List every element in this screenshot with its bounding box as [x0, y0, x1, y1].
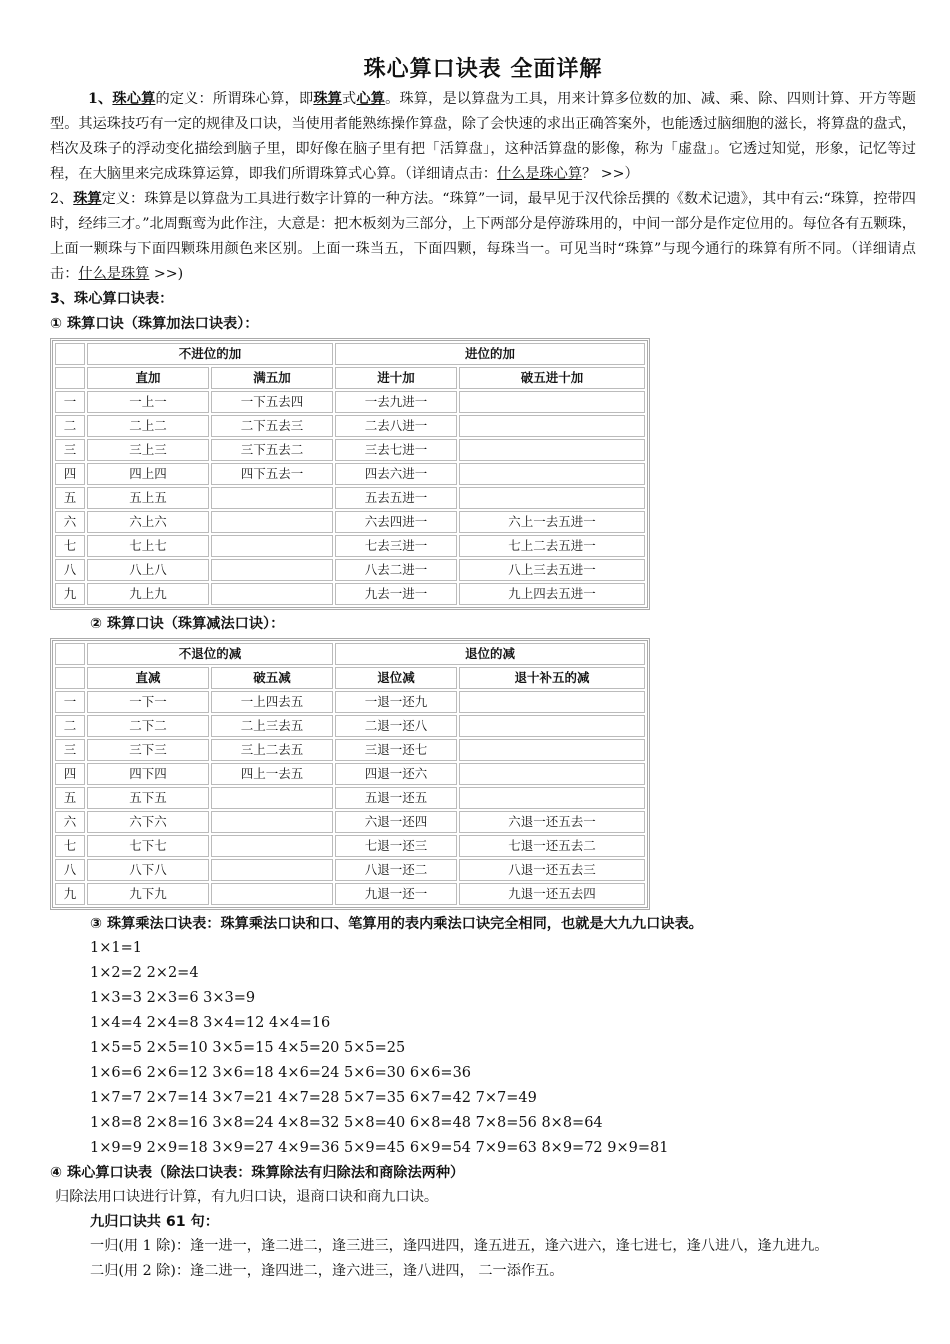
table-row	[55, 559, 645, 581]
table-cell: 三下三	[87, 739, 209, 761]
table-cell: 四下五去一	[211, 463, 333, 485]
row-index: 七	[55, 835, 85, 857]
table-cell: 七退一还五去二	[459, 835, 645, 857]
row-index: 一	[55, 391, 85, 413]
table-cell: 一上一	[87, 391, 209, 413]
multiplication-line: 1×4=4 2×4=8 3×4=12 4×4=16	[90, 1015, 331, 1031]
table-cell: 八退一还五去三	[459, 859, 645, 881]
subtraction-table	[50, 638, 650, 910]
para-text: >>)	[149, 266, 184, 282]
table-cell	[459, 739, 645, 761]
multiplication-line: 1×2=2 2×2=4	[90, 965, 199, 981]
table-cell: 七退一还三	[335, 835, 457, 857]
table-cell	[211, 511, 333, 533]
term-xinsuan[interactable]: 心算	[356, 91, 386, 107]
page-title: 珠心算口诀表 全面详解	[363, 57, 603, 82]
table-row	[55, 439, 645, 461]
table-cell: 五下五	[87, 787, 209, 809]
term-zhusuan[interactable]: 珠算	[313, 91, 343, 107]
table-row	[55, 583, 645, 605]
column-header: 进十加	[335, 367, 457, 389]
table-cell	[459, 439, 645, 461]
table-row	[55, 391, 645, 413]
multiplication-line: 1×7=7 2×7=14 3×7=21 4×7=28 5×7=35 6×7=42 7×7=49	[90, 1090, 537, 1106]
table-cell: 七下七	[87, 835, 209, 857]
table-group-row	[55, 343, 645, 365]
row-index: 五	[55, 787, 85, 809]
table-cell: 二上三去五	[211, 715, 333, 737]
table-cell	[211, 583, 333, 605]
division-line: 二归(用 2 除)：逢二进一，逢四进二，逢六进三，逢八进四， 二一添作五。	[90, 1263, 564, 1279]
table-cell: 三退一还七	[335, 739, 457, 761]
table-cell: 九退一还一	[335, 883, 457, 905]
para-number: 2、	[50, 191, 74, 207]
table-row	[55, 511, 645, 533]
table-cell	[211, 787, 333, 809]
table-cell: 七上七	[87, 535, 209, 557]
table-cell: 五退一还五	[335, 787, 457, 809]
row-index: 六	[55, 811, 85, 833]
table-cell: 四退一还六	[335, 763, 457, 785]
para-text: 。珠算，是以算盘为工具，用来计算多位数的加、减、乘、除、四则计算、开方等题型。其运珠技巧有一定的规律及口诀，当使用者能熟练操作算盘，除了会快速的求出正确答案外，也能透过脑细胞的滋长，将算盘的盘式，档次及珠子的浮动变化描绘到脑子里，即好像在脑子里有把「活算盘」，这种活算盘的影像，称为「虚盘」。它透过知觉，形象，记忆等过程，在大脑里来完成珠算运算，即我们所谓珠算式心算。（详细请点击：	[50, 91, 916, 182]
table-cell: 六退一还四	[335, 811, 457, 833]
table-header-row	[55, 367, 645, 389]
table-cell: 九上九	[87, 583, 209, 605]
table-cell	[211, 811, 333, 833]
table-row	[55, 415, 645, 437]
table-cell: 四上一去五	[211, 763, 333, 785]
table-cell: 三去七进一	[335, 439, 457, 461]
column-header: 破五减	[211, 667, 333, 689]
table-cell: 九下九	[87, 883, 209, 905]
table-cell: 六去四进一	[335, 511, 457, 533]
table-cell	[459, 787, 645, 809]
table-cell: 八退一还二	[335, 859, 457, 881]
table-corner-cell	[55, 643, 85, 665]
column-header: 退十补五的减	[459, 667, 645, 689]
table-cell	[211, 883, 333, 905]
table-cell: 一下五去四	[211, 391, 333, 413]
table-row	[55, 739, 645, 761]
document-page	[50, 52, 916, 1284]
table-cell: 九上四去五进一	[459, 583, 645, 605]
table-cell: 七去三进一	[335, 535, 457, 557]
table-cell: 二下二	[87, 715, 209, 737]
table-row	[55, 883, 645, 905]
table-cell: 六上六	[87, 511, 209, 533]
table-cell: 一退一还九	[335, 691, 457, 713]
table-row	[55, 715, 645, 737]
table-cell: 二下五去三	[211, 415, 333, 437]
multiplication-line: 1×6=6 2×6=12 3×6=18 4×6=24 5×6=30 6×6=36	[90, 1065, 472, 1081]
table-cell: 八去二进一	[335, 559, 457, 581]
table-cell: 六下六	[87, 811, 209, 833]
row-index: 二	[55, 415, 85, 437]
table-cell: 六上一去五进一	[459, 511, 645, 533]
division-count: 九归口诀共 61 句：	[90, 1214, 219, 1230]
row-index: 九	[55, 883, 85, 905]
column-header: 破五进十加	[459, 367, 645, 389]
table-group-row	[55, 643, 645, 665]
row-index: 八	[55, 559, 85, 581]
table-corner-cell	[55, 367, 85, 389]
column-header: 直减	[87, 667, 209, 689]
table-cell: 八下八	[87, 859, 209, 881]
table-row	[55, 691, 645, 713]
table-cell: 七上二去五进一	[459, 535, 645, 557]
subtraction-heading: ② 珠算口诀（珠算减法口诀）：	[90, 616, 285, 632]
multiplication-line: 1×1=1	[90, 940, 142, 956]
table-cell: 二退一还八	[335, 715, 457, 737]
table-cell: 八上八	[87, 559, 209, 581]
table-cell: 五上五	[87, 487, 209, 509]
division-heading: ④ 珠心算口诀表（除法口诀表：珠算除法有归除法和商除法两种）	[50, 1165, 465, 1181]
row-index: 二	[55, 715, 85, 737]
multiplication-line: 1×8=8 2×8=16 3×8=24 4×8=32 5×8=40 6×8=48 7×8=56 8×8=64	[90, 1115, 603, 1131]
table-corner-cell	[55, 343, 85, 365]
table-cell: 九退一还五去四	[459, 883, 645, 905]
table-row	[55, 763, 645, 785]
row-index: 九	[55, 583, 85, 605]
para-text: 的定义：所谓珠心算，即	[155, 91, 314, 107]
table-cell	[211, 559, 333, 581]
row-index: 七	[55, 535, 85, 557]
table-cell: 一下一	[87, 691, 209, 713]
row-index: 四	[55, 463, 85, 485]
column-header: 退位减	[335, 667, 457, 689]
table-row	[55, 859, 645, 881]
division-intro: 归除法用口诀进行计算，有九归口诀，退商口诀和商九口诀。	[55, 1189, 439, 1205]
term-zhusuan[interactable]: 珠算	[73, 191, 102, 207]
table-cell	[211, 487, 333, 509]
table-header-row	[55, 667, 645, 689]
table-cell: 八上三去五进一	[459, 559, 645, 581]
multiplication-heading: ③ 珠算乘法口诀表：珠算乘法口诀和口、笔算用的表内乘法口诀完全相同，也就是大九九口诀表。	[90, 916, 703, 932]
term-zhuxinsuan[interactable]: 珠心算	[112, 91, 156, 107]
multiplication-line: 1×5=5 2×5=10 3×5=15 4×5=20 5×5=25	[90, 1040, 406, 1056]
table-cell: 一上四去五	[211, 691, 333, 713]
column-header: 直加	[87, 367, 209, 389]
paragraph-definition-zhuxinsuan	[50, 87, 916, 187]
row-index: 六	[55, 511, 85, 533]
para-number: 1、	[88, 91, 113, 107]
group-header: 进位的加	[335, 343, 645, 365]
table-cell: 六退一还五去一	[459, 811, 645, 833]
table-cell: 三下五去二	[211, 439, 333, 461]
table-cell: 四上四	[87, 463, 209, 485]
table-cell	[459, 487, 645, 509]
table-cell	[211, 535, 333, 557]
table-row	[55, 787, 645, 809]
table-cell: 四下四	[87, 763, 209, 785]
row-index: 八	[55, 859, 85, 881]
table-cell: 五去五进一	[335, 487, 457, 509]
multiplication-line: 1×3=3 2×3=6 3×3=9	[90, 990, 256, 1006]
para-text: 定义：珠算是以算盘为工具进行数字计算的一种方法。“珠算”一词，最早见于汉代徐岳撰的《数术记遗》，其中有云:“珠算，控带四时，经纬三才。”北周甄鸾为此作注，大意是：把木板刻为三部分，上下两部分是停游珠用的，中间一部分是作定位用的。每位各有五颗珠，上面一颗珠与下面四颗珠用颜色来区别。上面一珠当五，下面四颗，每珠当一。可见当时“珠算”与现今通行的珠算有所不同。（详细请点击：	[50, 191, 916, 282]
table-cell: 一去九进一	[335, 391, 457, 413]
group-header: 不进位的加	[87, 343, 333, 365]
row-index: 三	[55, 439, 85, 461]
table-cell: 三上三	[87, 439, 209, 461]
addition-table	[50, 338, 650, 610]
table-corner-cell	[55, 667, 85, 689]
table-cell	[211, 835, 333, 857]
table-cell	[459, 763, 645, 785]
row-index: 三	[55, 739, 85, 761]
para-text: ？ >>）	[582, 166, 639, 182]
section-heading: 3、珠心算口诀表：	[50, 291, 174, 307]
table-cell	[459, 691, 645, 713]
row-index: 一	[55, 691, 85, 713]
table-row	[55, 463, 645, 485]
link-what-is-zhusuan[interactable]: 什么是珠算	[78, 266, 150, 282]
table-cell: 三上二去五	[211, 739, 333, 761]
link-what-is-zhuxinsuan[interactable]: 什么是珠心算	[496, 166, 583, 182]
table-row	[55, 535, 645, 557]
table-row	[55, 835, 645, 857]
table-cell: 九去一进一	[335, 583, 457, 605]
table-cell	[211, 859, 333, 881]
table-row	[55, 811, 645, 833]
table-cell: 二上二	[87, 415, 209, 437]
multiplication-table	[90, 936, 916, 1161]
row-index: 四	[55, 763, 85, 785]
division-line: 一归(用 1 除)：逢一进一，逢二进二，逢三进三，逢四进四，逢五进五，逢六进六，逢七进七，逢八进八，逢九进九。	[90, 1238, 829, 1254]
addition-heading: ① 珠算口诀（珠算加法口诀表）：	[50, 316, 259, 332]
paragraph-definition-zhusuan	[50, 187, 916, 287]
table-cell	[459, 415, 645, 437]
para-text: 式	[342, 91, 357, 107]
multiplication-line: 1×9=9 2×9=18 3×9=27 4×9=36 5×9=45 6×9=54 7×9=63 8×9=72 9×9=81	[90, 1140, 669, 1156]
table-cell	[459, 391, 645, 413]
group-header: 退位的减	[335, 643, 645, 665]
table-cell: 二去八进一	[335, 415, 457, 437]
group-header: 不退位的减	[87, 643, 333, 665]
table-cell	[459, 715, 645, 737]
column-header: 满五加	[211, 367, 333, 389]
table-cell: 四去六进一	[335, 463, 457, 485]
row-index: 五	[55, 487, 85, 509]
table-row	[55, 487, 645, 509]
table-cell	[459, 463, 645, 485]
